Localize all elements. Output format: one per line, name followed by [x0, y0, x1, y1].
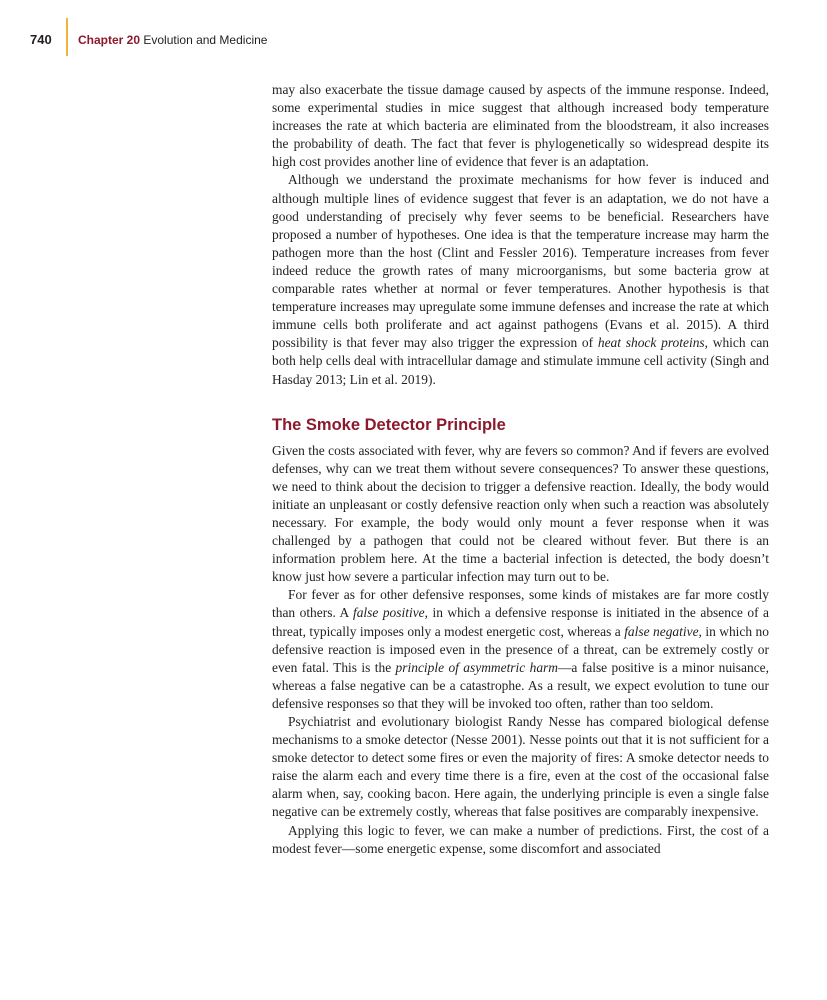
chapter-label: Chapter 20	[78, 33, 141, 47]
paragraph: may also exacerbate the tissue damage caused by aspects of the immune response. Indeed, some experimental studies in mice suggest that although increased body temperature increases the rate at which bacteria are eliminated from the bloodstream, it also increases the probability of death. The fact that fever is phylogenetically so widespread despite its high cost provides another line of evidence that fever is an adaptation.	[272, 82, 769, 170]
paragraph: Although we understand the proximate mechanisms for how fever is induced and although multiple lines of evidence suggest that fever is an adaptation, we do not have a good understanding of precisely why fever seems to be beneficial. Researchers have proposed a number of hypotheses. One idea is that the temperature increase may harm the pathogen more than the host (Clint and Fessler 2016). Temperature increases from fever indeed reduce the growth rates of many microorganisms, but some bacteria grow at comparable rates whether at normal or fever temperatures. Another hypothesis is that temperature increases may upregulate some immune defenses and increase the rate at which immune cells both proliferate and act against pathogens (Evans et al. 2015). A third possibility is that fever may also trigger the expression of heat shock proteins, which can both help cells deal with intracellular damage and stimulate immune cell activity (Singh and Hasday 2013; Lin et al. 2019).	[272, 172, 769, 387]
body-text	[272, 81, 769, 858]
emphasis: false negative	[624, 623, 699, 639]
running-header	[0, 0, 827, 60]
chapter-name: Evolution and Medicine	[143, 33, 268, 47]
emphasis: heat shock proteins	[597, 335, 705, 351]
section-heading: The Smoke Detector Principle	[272, 415, 506, 434]
paragraph: Psychiatrist and evolutionary biologist Randy Nesse has compared biological defense mechanisms to a smoke detector (Nesse 2001). Nesse points out that it is not sufficient for a smoke detector to detect some fires or even the majority of fires: A smoke detector needs to raise the alarm each and every time there is a fire, even at the cost of the occasional false alarm when, say, cooking bacon. Here again, the underlying principle is even a single false negative can be extremely costly, whereas that false positives are comparably inexpensive.	[272, 714, 769, 820]
paragraph: Applying this logic to fever, we can make a number of predictions. First, the cost of a modest fever—some energetic expense, some discomfort and associated	[272, 822, 769, 856]
emphasis: false positive	[352, 605, 425, 621]
emphasis: principle of asymmetric harm	[395, 659, 558, 675]
page-number: 740	[30, 32, 52, 47]
paragraph: Given the costs associated with fever, why are fevers so common? And if fevers are evolved defenses, why can we treat them without severe consequences? To answer these questions, we need to think about the decision to trigger a defensive reaction. Ideally, the body would initiate an unpleasant or costly defensive reaction only when such a reaction was absolutely necessary. For example, the body would only mount a fever response when it was challenged by a pathogen that could not be cleared without fever. But there is an information problem here. At the time a bacterial infection is detected, the body doesn’t know just how severe a particular infection may turn out to be.	[272, 442, 769, 585]
header-divider	[66, 18, 68, 56]
paragraph: For fever as for other defensive responses, some kinds of mistakes are far more costly than others. A false positive, in which a defensive response is initiated in the absence of a threat, typically imposes only a modest energetic cost, whereas a false negative, in which no defensive reaction is imposed even in the presence of a threat, can be extremely costly or even fatal. This is the principle of asymmetric harm—a false positive is a minor nuisance, whereas a false negative can be a catastrophe. As a result, we expect evolution to tune our defensive responses so that they will be invoked too often, rather than too seldom.	[272, 587, 769, 711]
chapter-title	[78, 33, 267, 47]
